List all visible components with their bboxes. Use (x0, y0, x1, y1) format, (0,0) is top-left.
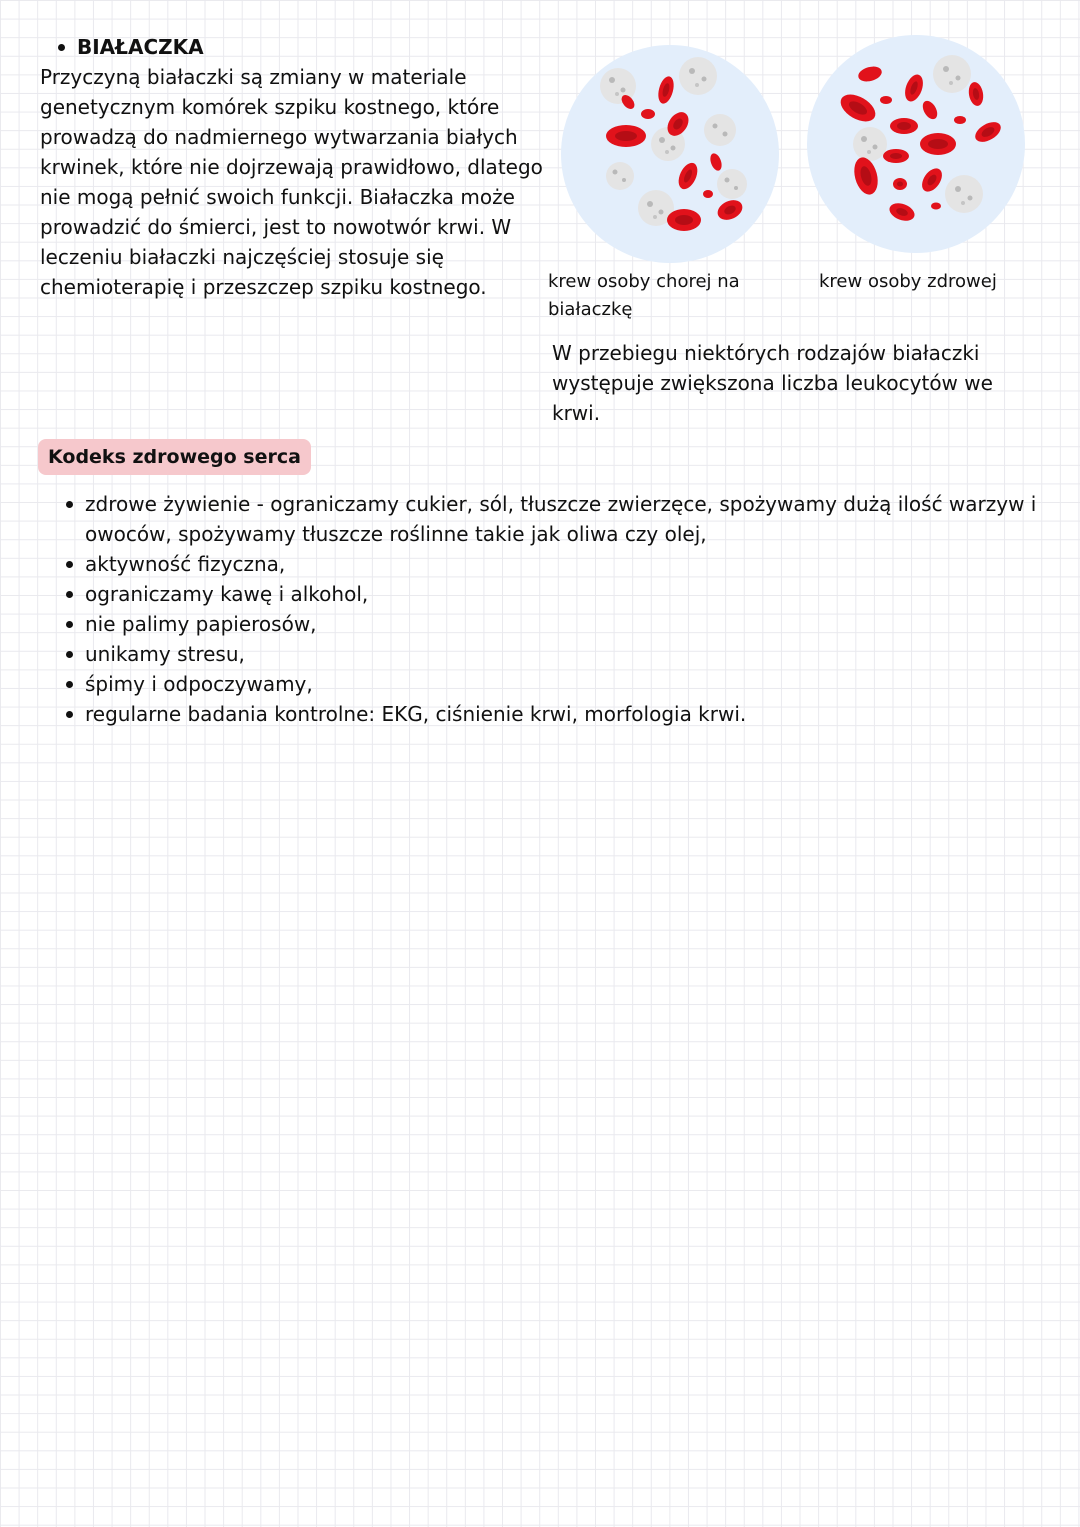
list-item-line: aktywność fizyczna, (85, 552, 286, 576)
list-item-line: owoców, spożywamy tłuszcze roślinne takie jak oliwa czy olej, (85, 522, 707, 546)
caption-healthy-blood: krew osoby zdrowej (819, 271, 997, 292)
list-item (62, 609, 1042, 639)
paragraph-line: krwinek, które nie dojrzewają prawidłowo, dlatego (40, 155, 543, 179)
note-line: krwi. (552, 401, 601, 425)
list-item (62, 669, 1042, 699)
paragraph-line: chemioterapię i przeszczep szpiku kostnego. (40, 275, 487, 299)
paragraph-line: prowadzą do nadmiernego wytwarzania białych (40, 125, 518, 149)
paragraph-line: nie mogą pełnić swoich funkcji. Białaczka może (40, 185, 515, 209)
heading-text: BIAŁACZKA (77, 35, 204, 59)
list-item-line: zdrowe żywienie - ograniczamy cukier, sól, tłuszcze zwierzęce, spożywamy dużą ilość warzyw i (85, 492, 1037, 516)
list-item-line: śpimy i odpoczywamy, (85, 672, 313, 696)
healthy-heart-code-heading: Kodeks zdrowego serca (38, 439, 311, 475)
illustration-circle (807, 35, 1025, 253)
list-item (62, 489, 1042, 549)
leukemia-blood-illustration (560, 44, 780, 264)
paragraph-line: Przyczyną białaczki są zmiany w materiale (40, 65, 467, 89)
paragraph-line: genetycznym komórek szpiku kostnego, które (40, 95, 500, 119)
paragraph-line: prowadzić do śmierci, jest to nowotwór krwi. W (40, 215, 512, 239)
list-item-line: ograniczamy kawę i alkohol, (85, 582, 369, 606)
healthy-blood-illustration (806, 34, 1026, 254)
list-item (62, 549, 1042, 579)
list-item-line: nie palimy papierosów, (85, 612, 317, 636)
caption-leukemia-blood: krew osoby chorej na białaczkę (548, 271, 740, 320)
leukemia-paragraph (40, 62, 543, 302)
list-item-line: unikamy stresu, (85, 642, 245, 666)
list-item (62, 699, 1042, 729)
note-line: występuje zwiększona liczba leukocytów we (552, 371, 993, 395)
leukocyte-note (552, 338, 1022, 428)
bullet-dot (58, 44, 65, 51)
list-item-line: regularne badania kontrolne: EKG, ciśnienie krwi, morfologia krwi. (85, 702, 747, 726)
paragraph-line: leczeniu białaczki najczęściej stosuje się (40, 245, 444, 269)
note-line: W przebiegu niektórych rodzajów białaczki (552, 341, 980, 365)
list-item (62, 639, 1042, 669)
list-item (62, 579, 1042, 609)
section-heading-leukemia (58, 34, 204, 60)
healthy-heart-list (62, 489, 1042, 729)
